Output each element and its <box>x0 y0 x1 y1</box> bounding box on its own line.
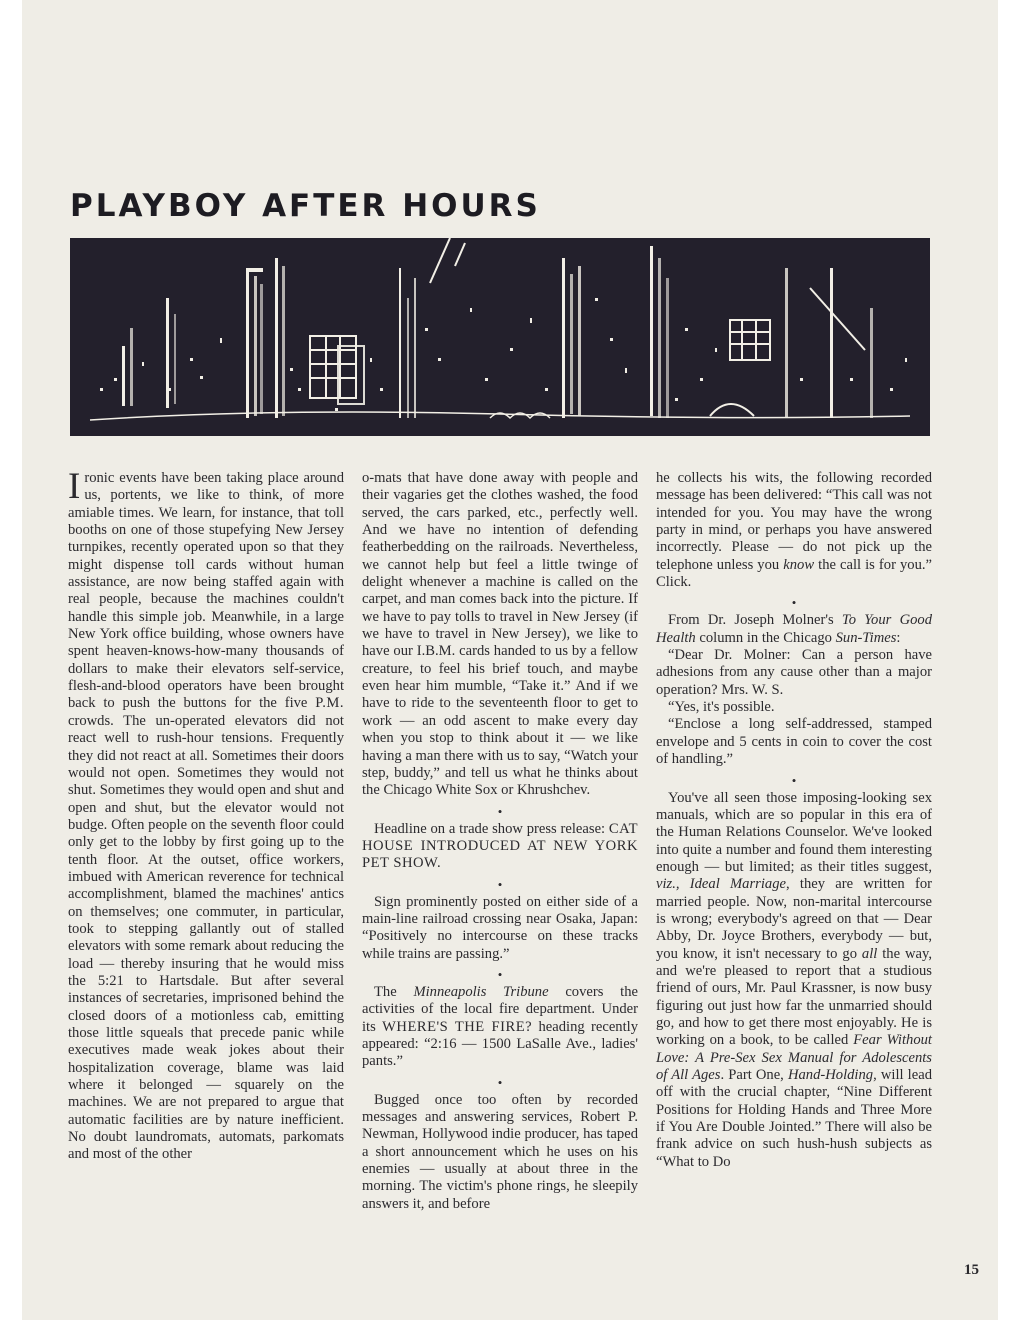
article-column-1 <box>68 466 344 1164</box>
section-bullet: • <box>497 803 503 819</box>
article-paragraph: Headline on a trade show press release: CAT HOUSE INTRODUCED AT NEW YORK PET SHOW. <box>362 820 638 872</box>
section-bullet: • <box>791 772 797 788</box>
article-paragraph: he collects his wits, the following recorded message has been delivered: “This call was not intended for you. You may have the wrong party in mind, or perhaps you have answered incorrectly. Please — do not pick up the telephone unless you know the call is for you.” Click. <box>656 470 932 591</box>
city-skyline-illustration <box>70 238 930 436</box>
article-paragraph: Bugged once too often by recorded messages and answering services, Robert P. Newman, Hollywood indie producer, has taped a short announcement which he uses on his enemies — usually at about three in the morning. The victim's phone rings, he sleepily answers it, and before <box>362 1091 638 1212</box>
article-paragraph: “Dear Dr. Molner: Can a person have adhesions from any cause other than a major operation? Mrs. W. S. <box>656 647 932 698</box>
article-column-3 <box>656 470 932 1171</box>
skyline-drawing <box>70 238 930 436</box>
article-paragraph: Sign prominently posted on either side of a main-line railroad crossing near Osaka, Japan: “Positively no intercourse on these tracks while trains are passing.” <box>362 893 638 962</box>
article-paragraph: The Minneapolis Tribune covers the activities of the local fire department. Under its WHERE'S THE FIRE? heading recently appeared: “2:16 — 1500 LaSalle Ave., ladies' pants.” <box>362 983 639 1070</box>
article-paragraph: o-mats that have done away with people and their vagaries get the clothes washed, the food served, the cars parked, etc., perfectly well. And we have no intention of defending featherbedding on the railroads. Nevertheless, we cannot help but feel a little twinge of delight whenever a machine is called on the carpet, and man comes back into the picture. If we have to pay tolls to travel in New Jersey (if we have to travel in New Jersey), we like to have our I.B.M. cards handed to us by a fellow creature, to feel his brief touch, and maybe even hear him mumble, “Take it.” And if we have to ride to the seventeenth floor to get to work — an odd ascent to make every day when you stop to think about it — we like having a man there with us to say, “Watch your step, buddy,” and tell us what he thinks about the Chicago White Sox or Khrushchev. <box>362 470 638 799</box>
magazine-page <box>22 0 998 1320</box>
article-paragraph: “Enclose a long self-addressed, stamped envelope and 5 cents in coin to cover the cost of handling.” <box>656 716 932 768</box>
article-column-2 <box>362 470 638 1213</box>
page-title: PLAYBOY AFTER HOURS <box>70 188 541 224</box>
section-bullet: • <box>497 876 503 892</box>
article-paragraph: “Yes, it's possible. <box>668 699 775 716</box>
article-paragraph: You've all seen those imposing-looking sex manuals, which are so popular in this era of the Human Relations Counselor. We've looked into quite a number and found them interesting enough — but limited; as their titles suggest, viz., Ideal Marriage, they are written for married people. Now, non-marital intercourse is wrong; everybody's agreed on that — Dear Abby, Dr. Joyce Brothers, everybody — but, you know, it isn't necessary to go all the way, and we're pleased to report that a studious friend of ours, Mr. Paul Krassner, is now busy figuring out just how far the unmarried should go, and how to get there most enjoyably. He is working on a book, to be called Fear Without Love: A Pre-Sex Sex Manual for Adolescents of All Ages. Part One, Hand-Holding, will lead off with the crucial chapter, “Nine Different Positions for Holding Hands and Three More if You Are Double Jointed.” There will also be frank advice on such hush-hush subjects as “What to Do <box>656 789 933 1170</box>
drop-cap: I <box>68 466 81 507</box>
article-paragraph: Ironic events have been taking place around us, portents, we like to think, of more amiable times. We learn, for instance, that toll booths on one of those stupefying New Jersey turnpikes, recently operated upon so that they might dispense toll cards without human assistance, are now being staffed again with real people, because the machines couldn't handle this simple job. Meanwhile, in a large New York office building, whose owners have spent heaven-knows-how-many thousands of dollars to make their elevators self-service, flesh-and-blood operators have been brought back to push the buttons for the five P.M. crowds. The un-operated elevators did not react well to rush-hour tensions. Frequently they did not react at all. Sometimes their doors would not open. Sometimes they would not shut. Sometimes they would open and shut and open and shut, but the elevator would not budge. Often people on the seventh floor could only get to the lobby by first going up to the tenth floor. At the outset, office workers, imbued with American reverence for technical accomplishment, blamed the machines' antics on themselves; one commuter, in particular, took to stepping gallantly out of stalled elevators with some remark about reducing the load — thereby insuring that he would miss the 5:21 to Hartsdale. But after several instances of secretaries, imprisoned behind the closed doors of a motionless cab, emitting those little squeals that precede panic while executives made weak jokes about their hospitalization coverage, blame was laid where it belonged — squarely on the machines. We are not prepared to argue that automatic facilities are by nature inefficient. No doubt laundromats, automats, parkomats and most of the other <box>68 466 344 1163</box>
article-paragraph: From Dr. Joseph Molner's To Your Good Health column in the Chicago Sun-Times: <box>656 612 932 646</box>
section-bullet: • <box>497 966 503 982</box>
section-bullet: • <box>497 1074 503 1090</box>
section-bullet: • <box>791 595 797 611</box>
page-number: 15 <box>964 1262 979 1278</box>
